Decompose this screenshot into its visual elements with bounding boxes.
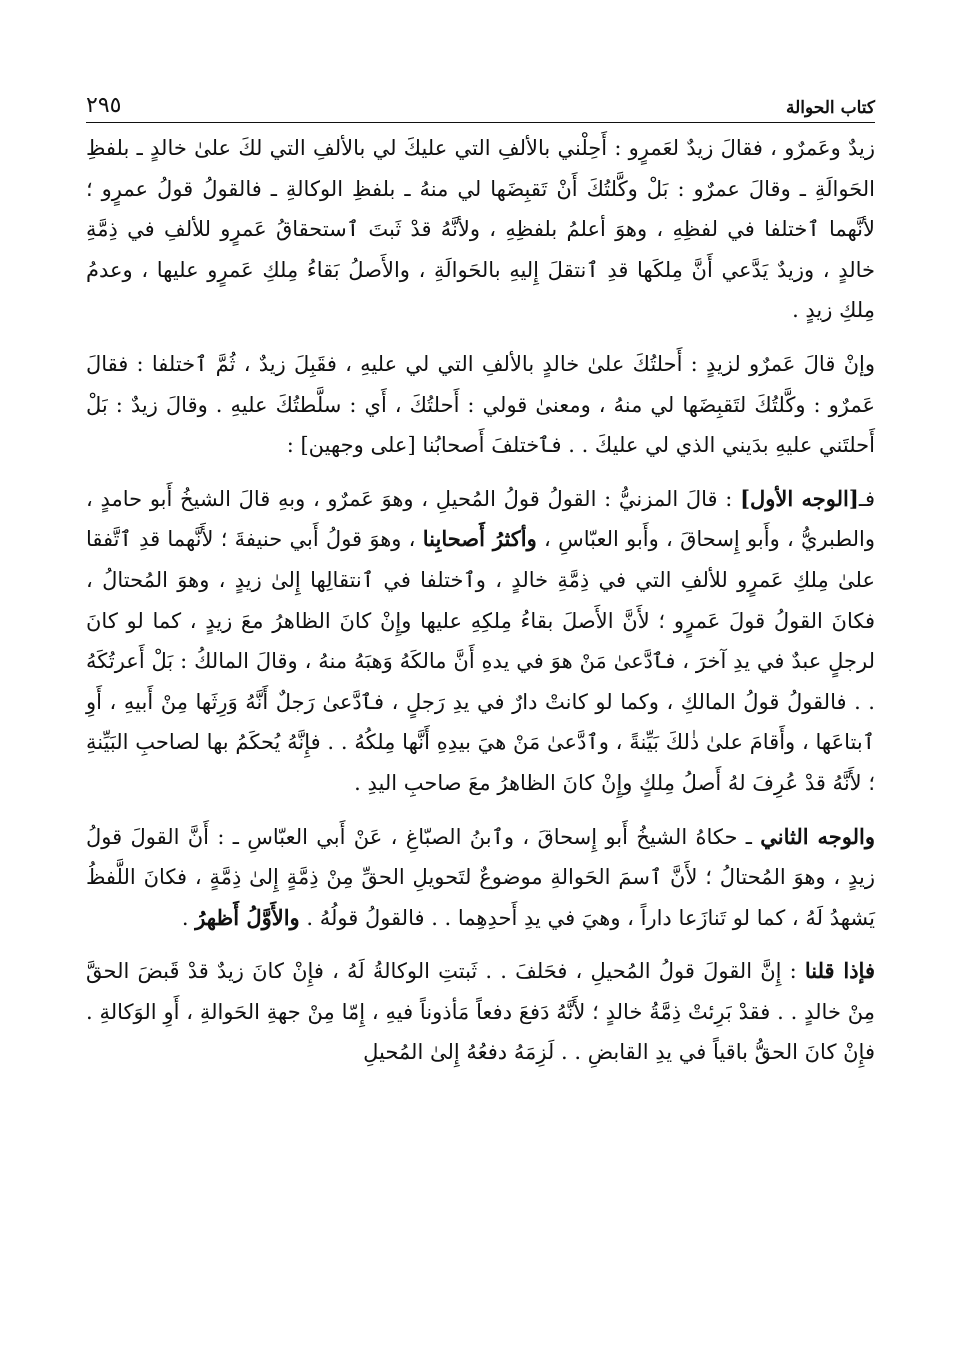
text-run: : قالَ المزنيُّ : القولُ قولُ المُحيلِ ، وهوَ عَمرٌو ، وبهِ قالَ الشيخُ أَبو حامدٍ ، والطبريُّ ، وأَبو إِسحاقَ ، وأَبو العبّاسِ ، (86, 486, 875, 552)
paragraph-5 (86, 951, 875, 1073)
emphasis-preferred: والأَوَّلُ أَظهرُ (195, 904, 300, 930)
text-run: . (181, 905, 196, 930)
running-title: كتاب الحوالة (785, 98, 875, 118)
emphasis-majority: وأكثرُ أَصحابِنا (422, 526, 537, 552)
paragraph-1 (86, 128, 875, 331)
text-run: زيدٌ وعَمرٌو ، فقالَ زيدٌ لعَمرٍو : أَحِلْني بالألفِ التي عليكَ لي بالألفِ التي لكَ علىٰ خالدٍ ـ بلفظِ الحَوالَةِ ـ وقالَ عمرٌو : بَلْ وكَّلتُكَ أَنْ تَقبِضَها لي منهُ ـ بلفظِ الوكالةِ ـ فالقولُ قولُ عمرٍو ؛ لأنَّهما ٱختلفا في لفظِهِ ، وهوَ أعلمُ بلفظِهِ ، ولأنَّهُ قدْ ثَبتَ ٱستحقاقُ عَمرٍو للألفِ في ذِمَّةِ خالدٍ ، وزيدٌ يَدَّعي أَنَّ مِلكَها قدِ ٱنتقلَ إِليهِ بالحَوالَةِ ، والأَصلُ بَقاءُ مِلكِ عَمرٍو عليها ، وعدمُ مِلكِ زيدٍ . (86, 136, 875, 323)
section-heading-second-view: والوجه الثاني (760, 823, 876, 849)
page-number: ٢٩٥ (86, 93, 122, 118)
page-body (86, 128, 875, 1086)
text-run: : إِنَّ القولَ قولُ المُحيلِ ، فحَلفَ . . ثَبتتِ الوكالةُ لَهُ ، فإِنْ كانَ زيدٌ قدْ قَبضَ الحقَّ مِنْ خالدٍ . . فقدْ بَرِئتْ ذِمَّةُ خالدٍ ؛ لأَنَّهُ دَفعَ دفعاً مَأذوناً فيهِ ، إِمّا مِنْ جهةِ الحَوالةِ ، أَوِ الوَكالةِ . فإِنْ كانَ الحقُّ باقياً في يدِ القابضِ . . لَزِمَهُ دفعُهُ إِلىٰ المُحيلِ (86, 959, 875, 1065)
text-run: ، وهوَ قولُ أَبي حنيفةَ ؛ لأَنَّهما قدِ ٱتَّفقا علىٰ مِلكِ عَمرٍو للألفِ التي في ذِمَّةِ خالدٍ ، وٱختلفا في ٱنتقالِها إِلىٰ زيدٍ ، وهوَ المُحتالُ ، فكانَ القولُ قولَ عَمرٍو ؛ لأَنَّ الأَصلَ بقاءُ مِلكِهِ عليها وإِنْ كانَ الظاهرُ معَ زيدٍ ، كما لو كانَ لرجلٍ عبدٌ في يدِ آخرَ ، فٱدَّعىٰ مَنْ هوَ في يدهِ أَنَّ مالكَهُ وَهبَهُ منهُ ، وقالَ المالكُ : بَلْ أَعرتُكَهُ . . فالقولُ قولُ المالكِ ، وكما لو كانتْ دارٌ في يدِ رَجلٍ ، فٱدَّعىٰ رَجلٌ أَنَّهُ وَرِثَها مِنْ أَبيهِ ، أَوِ ٱبتاعَها ، وأَقامَ علىٰ ذٰلكَ بَيِّنةً ، وٱدَّعىٰ مَنْ هيَ بيدِهِ أَنَّها مِلكُهُ . . فإِنَّهُ يُحكَمُ بها لصاحبِ البَيِّنةِ ؛ لأَنَّهُ قدْ عُرِفَ لهُ أَصلُ مِلكٍ وإِنْ كانَ الظاهرُ معَ صاحبِ اليدِ . (86, 527, 875, 795)
paragraph-4 (86, 817, 875, 939)
paragraph-3 (86, 479, 875, 804)
paragraph-2 (86, 344, 875, 466)
page-header (86, 84, 875, 123)
text-run: وإنْ قالَ عَمرٌو لزيدٍ : أَحلتُكَ علىٰ خالدٍ بالألفِ التي لي عليهِ ، فقَبِلَ زيدٌ ، ثُمَّ ٱختلفا : فقالَ عَمرٌو : وكَّلتُكَ لتَقبِضَها لي منهُ ، ومعنىٰ قولي : أَحلتُكَ ، أَي : سلَّطتُكَ عليهِ . وقالَ زيدٌ : بَلْ أَحلتَني عليهِ بدَيني الذي لي عليكَ . . فٱختلفَ أَصحابُنا [على وجهين] : (86, 351, 875, 458)
text-run: ـ حكاهُ الشيخُ أَبو إِسحاقَ ، وٱبنُ الصبّاغِ ، عَنْ أَبي العبّاسِ ـ : أَنَّ القولَ قولُ زيدٍ ، وهوَ المُحتالُ ؛ لأَنَّ ٱسمَ الحَوالةِ موضوعٌ لتَحويلِ الحقِّ مِنْ ذِمَّةٍ إِلىٰ ذِمَّةٍ ، فكانَ اللَّفظُ يَشهدُ لَهُ ، كما لو تَنازَعا داراً ، وهيَ في يدِ أَحدِهِما . . فالقولُ قولُهُ . (86, 824, 875, 930)
text-run: فـ (858, 486, 876, 511)
section-heading-first-view: [الوجه الأول] (740, 485, 859, 511)
section-heading-if-we-say: فإذا قلنا (804, 958, 875, 984)
